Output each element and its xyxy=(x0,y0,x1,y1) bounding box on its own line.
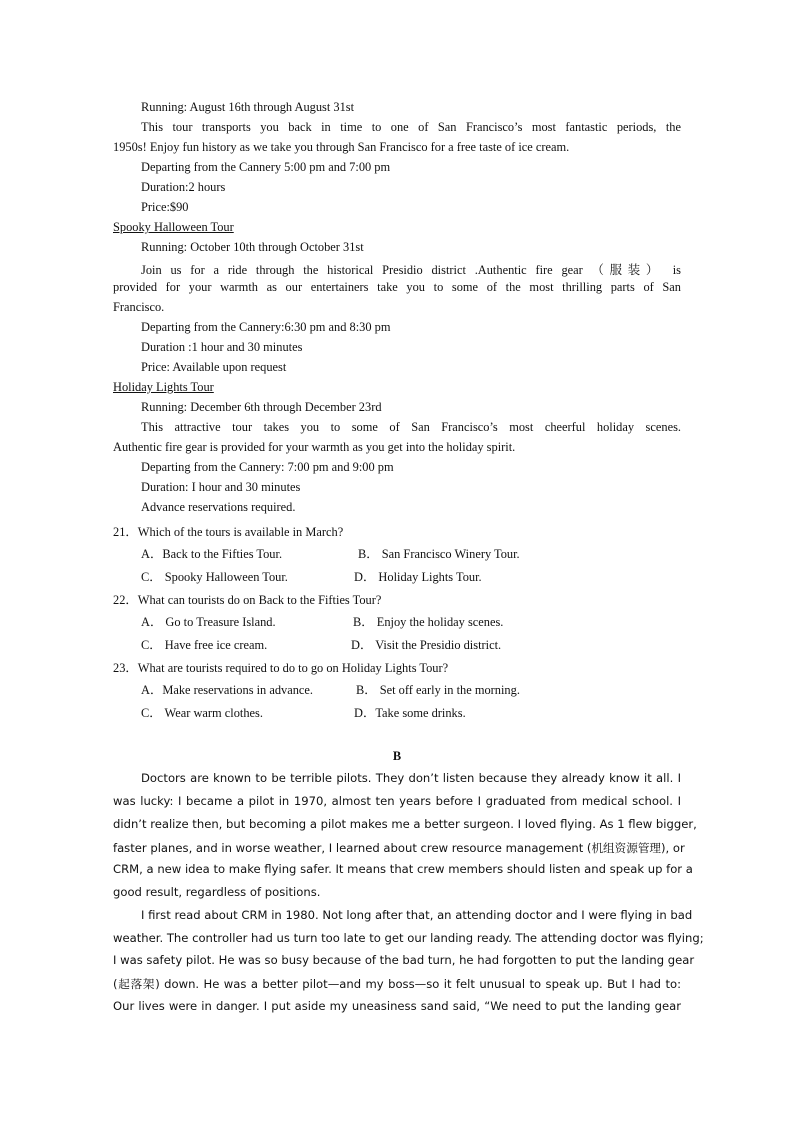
tour2-running: Running: October 10th through October 31st xyxy=(141,240,364,254)
tour2-description-line3: Francisco. xyxy=(113,300,165,314)
section-b-p2-line: I was safety pilot. He was so busy because of the bad turn, he had forgotten to put the landing gear xyxy=(113,953,695,967)
tour2-description-line2: provided for your warmth as our entertainers take you to some of the most thrilling parts of San xyxy=(113,280,681,294)
tour3-duration: Duration: I hour and 30 minutes xyxy=(141,480,301,494)
tour1-duration: Duration:2 hours xyxy=(141,180,226,194)
section-b-heading: B xyxy=(392,749,402,763)
section-b-p1-line: CRM, a new idea to make flying safer. It means that crew members should listen and speak up for a xyxy=(113,862,693,876)
question-22-option-b: B． Enjoy the holiday scenes. xyxy=(353,615,504,629)
question-21-option-a: A．Back to the Fifties Tour. xyxy=(141,547,283,561)
tour3-running: Running: December 6th through December 23rd xyxy=(141,400,382,414)
tour3-advance-note: Advance reservations required. xyxy=(141,500,296,514)
section-b-p1-line: faster planes, and in worse weather, I learned about crew resource management (机组资源管理), or xyxy=(113,841,685,855)
tour1-departing: Departing from the Cannery 5:00 pm and 7:00 pm xyxy=(141,160,391,174)
question-23-stem: 23．What are tourists required to do to go on Holiday Lights Tour? xyxy=(113,661,449,675)
tour2-title: Spooky Halloween Tour xyxy=(113,220,234,234)
question-23-option-a: A．Make reservations in advance. xyxy=(141,683,314,697)
tour2-duration: Duration :1 hour and 30 minutes xyxy=(141,340,303,354)
tour1-price: Price:$90 xyxy=(141,200,189,214)
question-21-stem: 21．Which of the tours is available in March? xyxy=(113,525,344,539)
question-23-option-c: C． Wear warm clothes. xyxy=(141,706,263,720)
section-b-p2-line: weather. The controller had us turn too late to get our landing ready. The attending doctor was flying; xyxy=(113,931,704,945)
question-22-stem: 22．What can tourists do on Back to the Fifties Tour? xyxy=(113,593,382,607)
tour3-description-line1: This attractive tour takes you to some of San Francisco’s most cheerful holiday scenes. xyxy=(141,420,681,434)
tour1-description-line1: This tour transports you back in time to one of San Francisco’s most fantastic periods, the xyxy=(141,120,681,134)
question-22-option-c: C． Have free ice cream. xyxy=(141,638,268,652)
section-b-p1-line: Doctors are known to be terrible pilots. They don’t listen because they already know it all. I xyxy=(141,771,681,785)
section-b-p2-line: I first read about CRM in 1980. Not long after that, an attending doctor and I were flying in bad xyxy=(141,908,693,922)
tour1-running: Running: August 16th through August 31st xyxy=(141,100,355,114)
tour1-description-line2: 1950s! Enjoy fun history as we take you through San Francisco for a free taste of ice cream. xyxy=(113,140,570,154)
tour3-title: Holiday Lights Tour xyxy=(113,380,214,394)
section-b-p2-line: Our lives were in danger. I put aside my uneasiness sand said, “We need to put the landing gear xyxy=(113,999,681,1013)
question-23-option-d: D．Take some drinks. xyxy=(354,706,466,720)
question-22-option-d: D． Visit the Presidio district. xyxy=(351,638,502,652)
tour3-departing: Departing from the Cannery: 7:00 pm and 9:00 pm xyxy=(141,460,394,474)
section-b-p1-line: good result, regardless of positions. xyxy=(113,885,321,899)
question-23-option-b: B． Set off early in the morning. xyxy=(356,683,520,697)
question-22-option-a: A． Go to Treasure Island. xyxy=(141,615,276,629)
tour2-description-line1: Join us for a ride through the historical Presidio district .Authentic fire gear （服装） is xyxy=(141,263,681,277)
question-21-option-d: D． Holiday Lights Tour. xyxy=(354,570,482,584)
tour2-price: Price: Available upon request xyxy=(141,360,287,374)
question-21-option-b: B． San Francisco Winery Tour. xyxy=(358,547,520,561)
question-21-option-c: C． Spooky Halloween Tour. xyxy=(141,570,288,584)
tour3-description-line2: Authentic fire gear is provided for your warmth as you get into the holiday spirit. xyxy=(113,440,516,454)
section-b-p1-line: didn’t realize then, but becoming a pilot makes me a better surgeon. I loved flying. As 1 flew bigger, xyxy=(113,817,697,831)
section-b-p2-line: (起落架) down. He was a better pilot—and my boss—so it felt unusual to speak up. But I had to: xyxy=(113,977,681,991)
tour2-departing: Departing from the Cannery:6:30 pm and 8:30 pm xyxy=(141,320,391,334)
section-b-p1-line: was lucky: I became a pilot in 1970, almost ten years before I graduated from medical school. I xyxy=(113,794,681,808)
